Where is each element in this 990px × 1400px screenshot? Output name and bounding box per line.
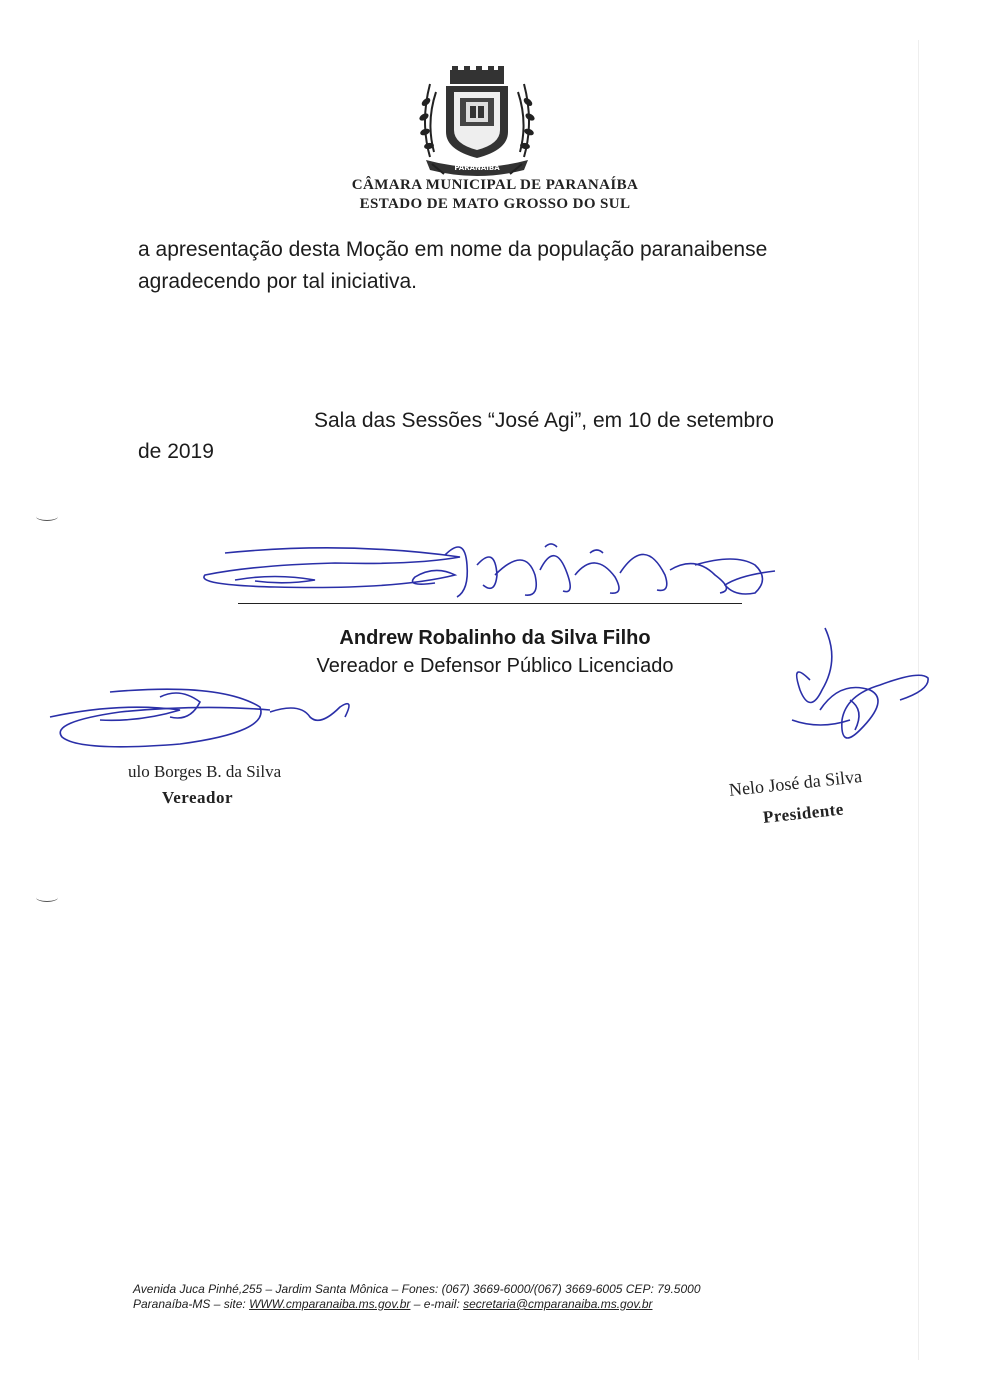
signature-right (780, 620, 940, 770)
punch-hole-mark (36, 512, 58, 521)
punch-hole-mark (36, 893, 58, 902)
footer-email-prefix: – e-mail: (410, 1297, 464, 1311)
main-signatory-name: Andrew Robalinho da Silva Filho (339, 627, 651, 649)
footer-site-prefix: Paranaíba-MS – site: (133, 1297, 250, 1311)
left-signatory-name: ulo Borges B. da Silva (128, 762, 282, 781)
footer-site-link[interactable]: WWW.cmparanaiba.ms.gov.br (249, 1297, 411, 1311)
left-signatory-role: Vereador (162, 788, 234, 807)
right-signatory-role: Presidente (762, 799, 845, 827)
session-place-line-2: de 2019 (138, 440, 214, 463)
right-signatory-name: Nelo José da Silva (728, 766, 863, 800)
crest-emblem (412, 62, 542, 177)
body-line-2: agradecendo por tal iniciativa. (138, 270, 418, 293)
session-place-line-1: Sala das Sessões “José Agi”, em 10 de setembro (314, 409, 774, 432)
signature-left (40, 682, 360, 762)
footer-email-link[interactable]: secretaria@cmparanaiba.ms.gov.br (463, 1297, 653, 1311)
footer-address: Avenida Juca Pinhé,255 – Jardim Santa Mônica – Fones: (067) 3669-6000/(067) 3669-6005 CEP: 79.5000 (133, 1282, 701, 1296)
header-title: CÂMARA MUNICIPAL DE PARANAÍBA (351, 177, 639, 193)
main-signatory-role: Vereador e Defensor Público Licenciado (316, 655, 674, 677)
crest-banner-text: PARANAÍBA (454, 164, 500, 172)
signature-line (238, 603, 742, 604)
body-line-1: a apresentação desta Moção em nome da população paranaibense (138, 238, 768, 261)
footer-contact (133, 1297, 653, 1311)
header-subtitle: ESTADO DE MATO GROSSO DO SUL (359, 196, 631, 212)
